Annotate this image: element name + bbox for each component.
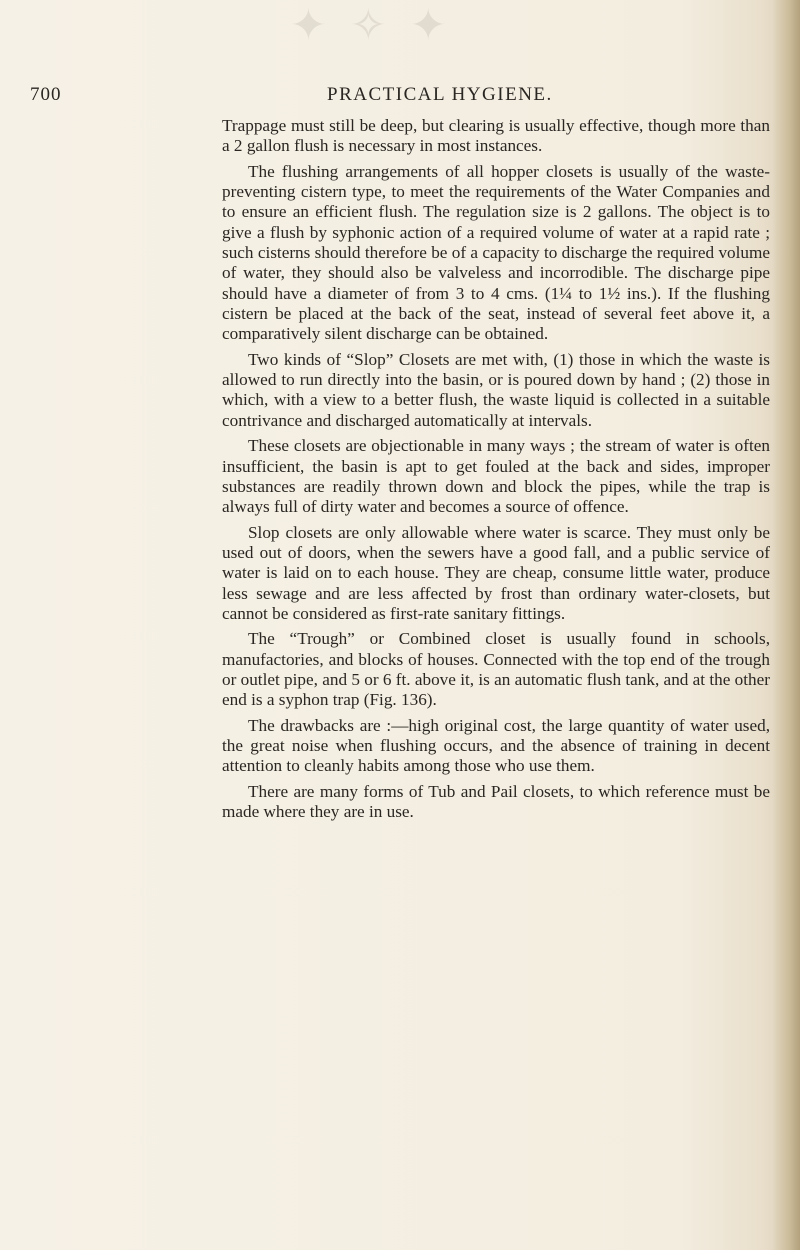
bleed-through-marks: ✦ ✧ ✦ xyxy=(290,1,453,50)
running-title: PRACTICAL HYGIENE. xyxy=(327,84,553,105)
page-number: 700 xyxy=(30,84,62,105)
body-text xyxy=(222,116,770,827)
paragraph-flushing-arrangements: The flushing arrangements of all hopper closets is usually of the waste-preventing cistern type, to meet the requirements of the Water Companies and to ensure an efficient flush. The regulation size is 2 gallons. The object is to give a flush by syphonic action of a required volume of water at a rapid rate ; such cisterns should therefore be of a capacity to discharge the required volume of water, they should also be valveless and incorrodible. The discharge pipe should have a diameter of from 3 to 4 cms. (1¼ to 1½ ins.). If the flushing cistern be placed at the back of the seat, instead of several feet above it, a comparatively silent discharge can be obtained. xyxy=(222,161,770,344)
paragraph-drawbacks: The drawbacks are :—high original cost, the large quantity of water used, the great noise when flushing occurs, and the absence of training in decent attention to cleanly habits among those who use them. xyxy=(222,715,770,776)
paragraph-slop-closets-kinds: Two kinds of “Slop” Closets are met with, (1) those in which the waste is allowed to run directly into the basin, or is poured down by hand ; (2) those in which, with a view to a better flush, the waste liquid is collected in a suitable contrivance and discharged automatically at intervals. xyxy=(222,349,770,430)
paragraph-slop-closets-use: Slop closets are only allowable where water is scarce. They must only be used out of doors, when the sewers have a good fall, and a public service of water is laid on to each house. They are cheap, consume little water, produce less sewage and are less affected by frost than ordinary water-closets, but cannot be considered as first-rate sanitary fittings. xyxy=(222,522,770,623)
paragraph-trough-closet: The “Trough” or Combined closet is usually found in schools, manufactories, and blocks of houses. Connected with the top end of the trough or outlet pipe, and 5 or 6 ft. above it, is an automatic flush tank, and at the other end is a syphon trap (Fig. 136). xyxy=(222,629,770,710)
page-header xyxy=(0,84,800,114)
page-edge-shadow xyxy=(772,0,800,1250)
paragraph-trappage: Trappage must still be deep, but clearing is usually effective, though more than a 2 gallon flush is necessary in most instances. xyxy=(222,116,770,156)
paragraph-objections: These closets are objectionable in many ways ; the stream of water is often insufficient, the basin is apt to get fouled at the back and sides, improper substances are readily thrown down and block the pipes, while the trap is always full of dirty water and becomes a source of offence. xyxy=(222,436,770,517)
paragraph-tub-pail-closets: There are many forms of Tub and Pail closets, to which reference must be made where they are in use. xyxy=(222,781,770,821)
